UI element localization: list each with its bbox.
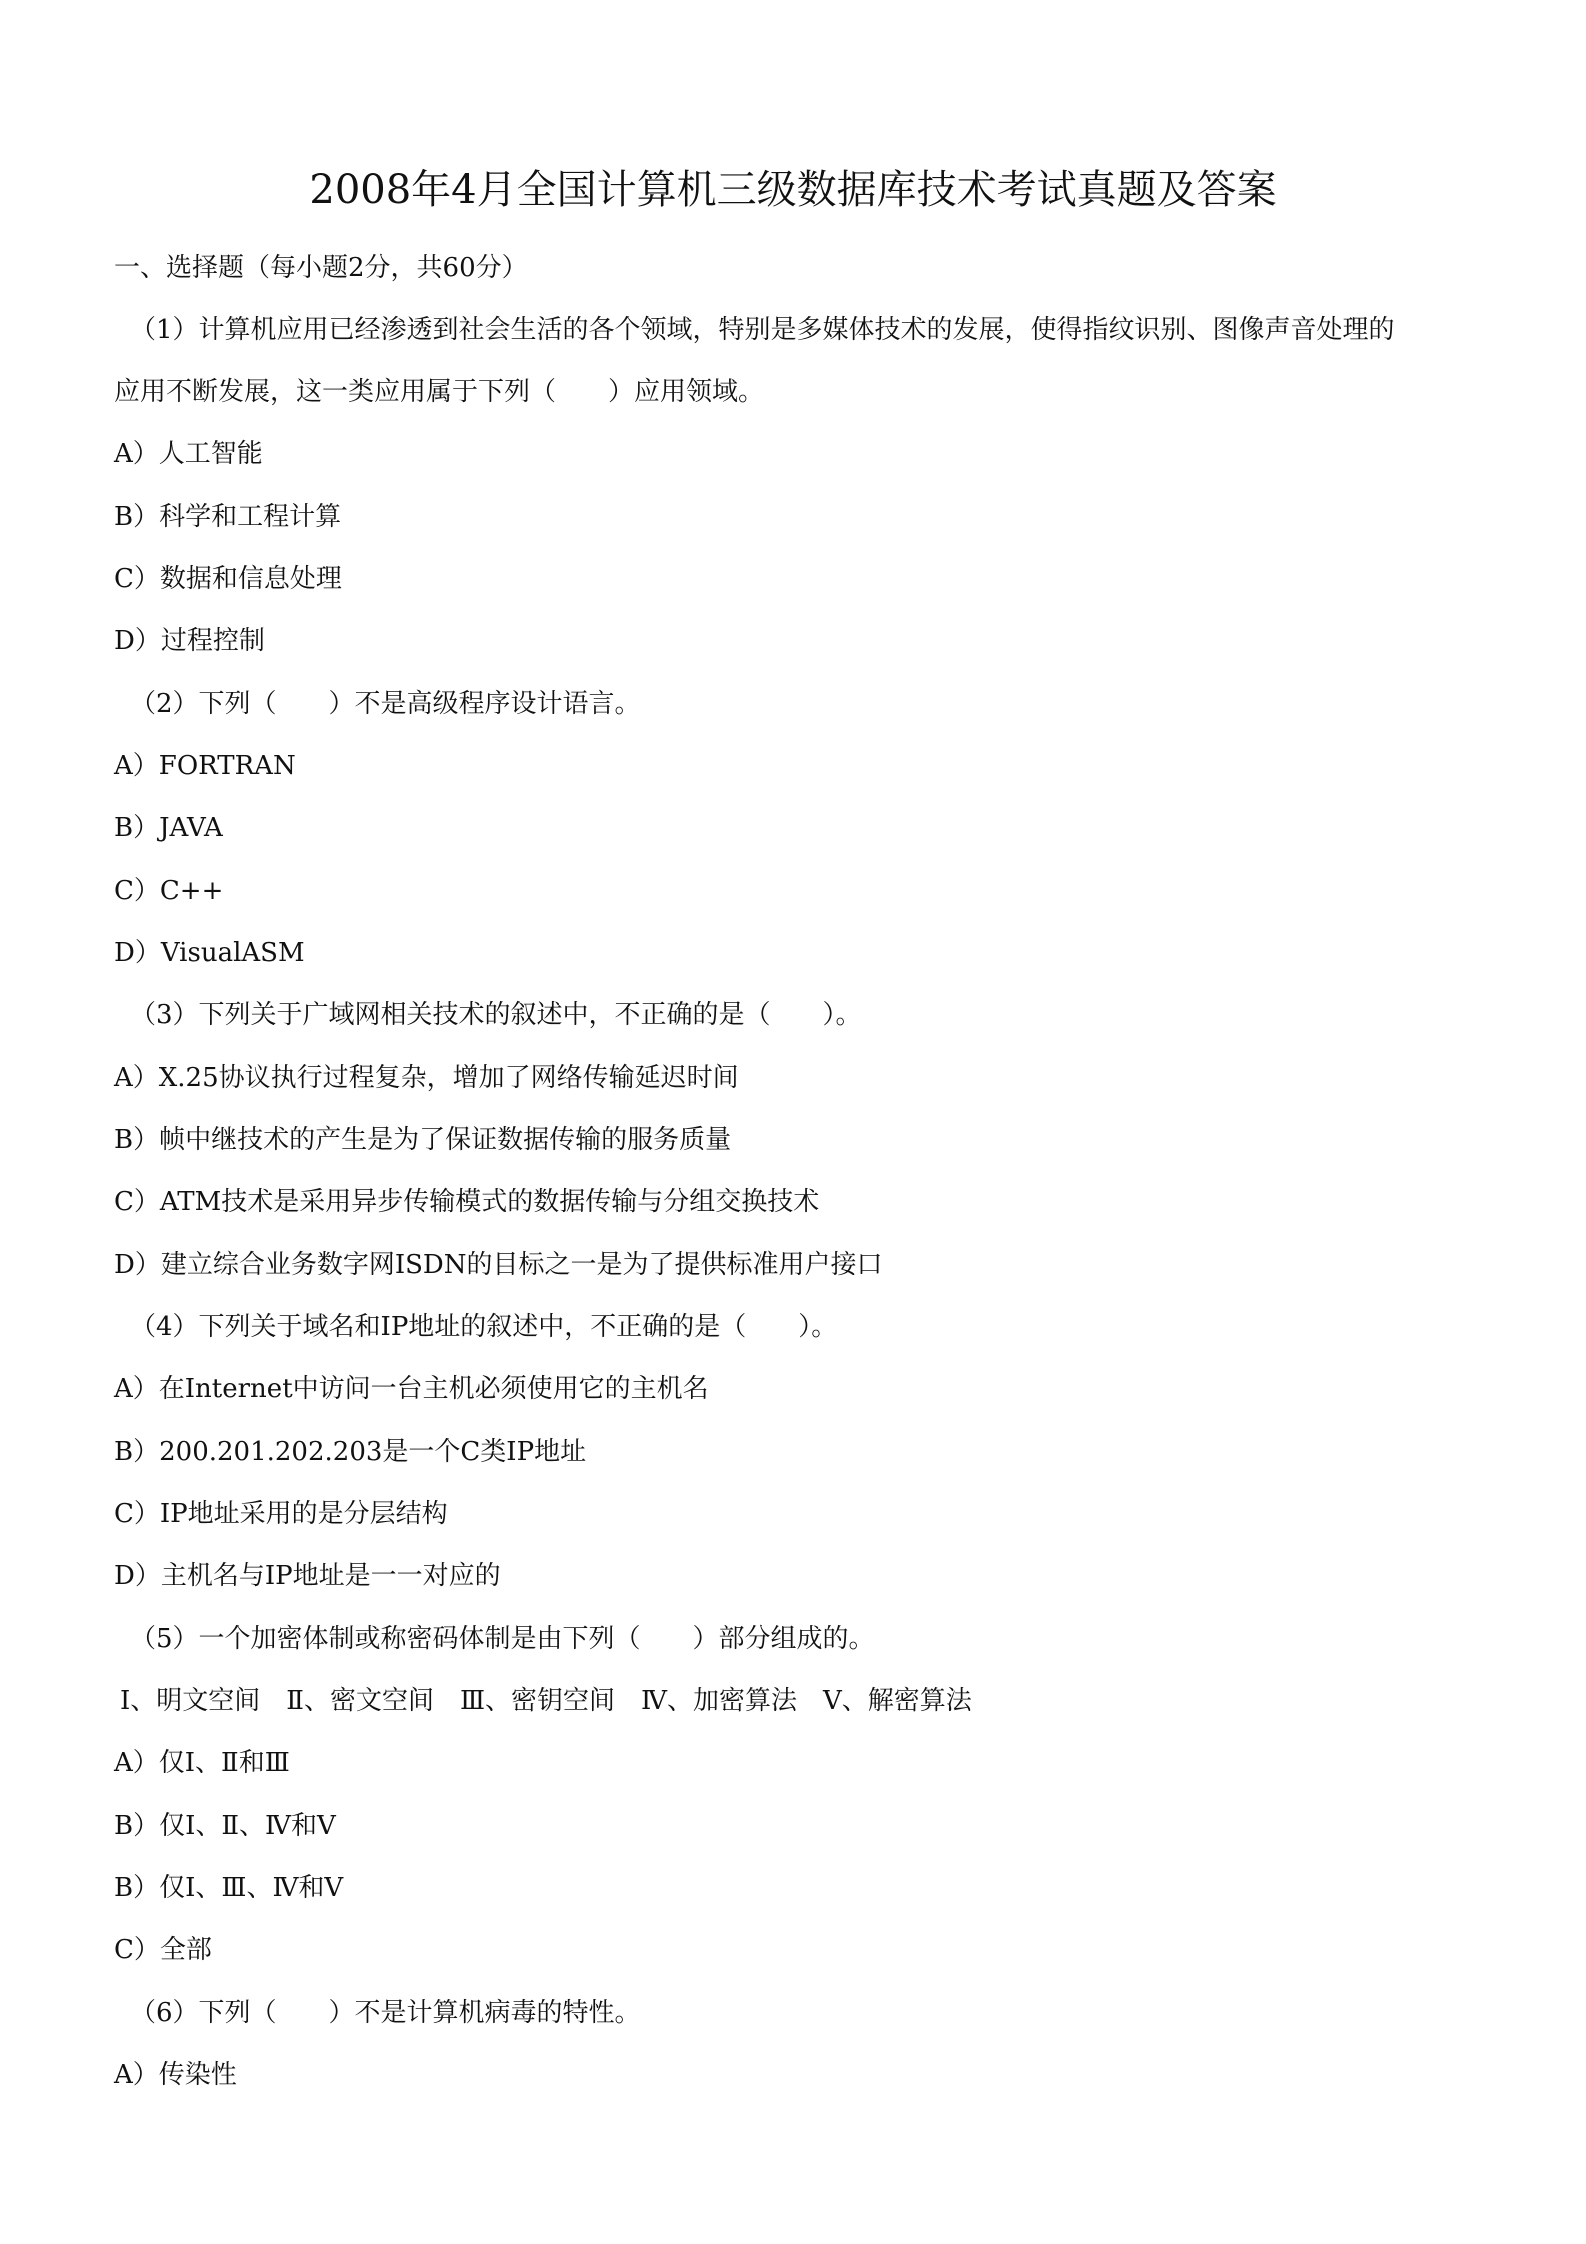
question-2-option-c: C）C++ (114, 876, 224, 906)
question-5-option-c: C）全部 (114, 1935, 212, 1965)
question-4-option-b: B）200.201.202.203是一个C类IP地址 (114, 1437, 587, 1467)
question-1-stem-line1: （1）计算机应用已经渗透到社会生活的各个领域，特别是多媒体技术的发展，使得指纹识别、图像声音处理的 (130, 315, 1395, 345)
question-3-option-a: A）X.25协议执行过程复杂，增加了网络传输延迟时间 (114, 1063, 739, 1093)
question-5-option-b: B）仅Ⅰ、Ⅱ、Ⅳ和Ⅴ (114, 1811, 336, 1841)
question-3-stem: （3）下列关于广域网相关技术的叙述中，不正确的是（ ）。 (130, 1000, 862, 1030)
question-5-option-a: A）仅Ⅰ、Ⅱ和Ⅲ (114, 1748, 290, 1778)
question-5-items: Ⅰ、明文空间 Ⅱ、密文空间 Ⅲ、密钥空间 Ⅳ、加密算法 Ⅴ、解密算法 (120, 1686, 972, 1716)
question-1-option-b: B）科学和工程计算 (114, 502, 342, 532)
question-5-option-b-second: B）仅Ⅰ、Ⅲ、Ⅳ和Ⅴ (114, 1873, 344, 1903)
question-6-option-a: A）传染性 (114, 2060, 237, 2090)
question-2-option-a: A）FORTRAN (114, 751, 296, 781)
question-4-option-a: A）在Internet中访问一台主机必须使用它的主机名 (114, 1374, 709, 1404)
question-4-option-d: D）主机名与IP地址是一一对应的 (114, 1561, 501, 1591)
question-1-option-a: A）人工智能 (114, 439, 263, 469)
question-2-stem: （2）下列（ ）不是高级程序设计语言。 (130, 689, 641, 719)
question-4-option-c: C）IP地址采用的是分层结构 (114, 1499, 448, 1529)
question-5-stem: （5）一个加密体制或称密码体制是由下列（ ）部分组成的。 (130, 1624, 875, 1654)
section-heading: 一、选择题（每小题2分，共60分） (114, 253, 528, 283)
question-3-option-c: C）ATM技术是采用异步传输模式的数据传输与分组交换技术 (114, 1187, 820, 1217)
question-2-option-b: B）JAVA (114, 813, 223, 843)
question-3-option-d: D）建立综合业务数字网ISDN的目标之一是为了提供标准用户接口 (114, 1250, 883, 1280)
question-3-option-b: B）帧中继技术的产生是为了保证数据传输的服务质量 (114, 1125, 732, 1155)
question-1-stem-line2: 应用不断发展，这一类应用属于下列（ ）应用领域。 (114, 377, 765, 407)
question-6-stem: （6）下列（ ）不是计算机病毒的特性。 (130, 1998, 641, 2028)
question-1-option-d: D）过程控制 (114, 626, 265, 656)
question-4-stem: （4）下列关于域名和IP地址的叙述中，不正确的是（ ）。 (130, 1312, 838, 1342)
document-title: 2008年4月全国计算机三级数据库技术考试真题及答案 (309, 167, 1277, 213)
question-2-option-d: D）VisualASM (114, 938, 305, 968)
question-1-option-c: C）数据和信息处理 (114, 564, 342, 594)
